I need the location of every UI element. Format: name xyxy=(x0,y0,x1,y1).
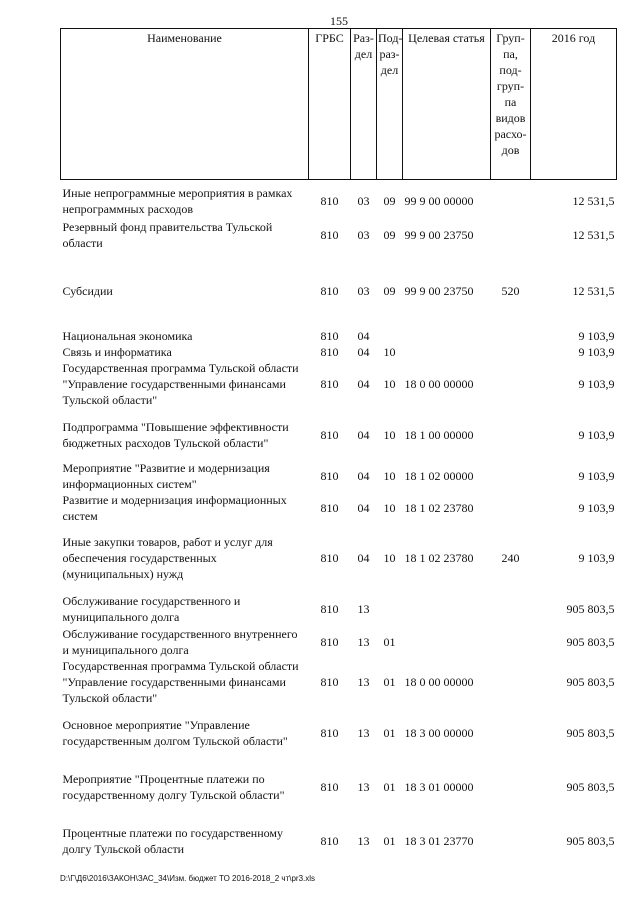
row-spacer xyxy=(61,252,617,274)
cell-name: Резервный фонд правительства Тульской области xyxy=(62,220,273,250)
cell-vr xyxy=(491,460,531,492)
cell-name: Мероприятие "Процентные платежи по государственному долгу Тульской области" xyxy=(62,772,285,802)
cell-sum: 905 803,5 xyxy=(566,726,615,740)
row-spacer-cell xyxy=(61,308,617,328)
cell-name: Основное мероприятие "Управление государственным долгом Тульской области" xyxy=(62,718,288,748)
cell-sum: 9 103,9 xyxy=(578,428,615,442)
row-spacer xyxy=(61,804,617,824)
cell-razdel: 03 xyxy=(357,194,370,208)
cell-tsel: 18 1 00 00000 xyxy=(404,428,474,442)
table-row xyxy=(61,460,617,492)
cell-sum: 9 103,9 xyxy=(578,469,615,483)
cell-grbs: 810 xyxy=(320,780,339,794)
cell-tsel: 18 3 01 00000 xyxy=(404,780,474,794)
row-spacer xyxy=(61,452,617,460)
cell-sum: 9 103,9 xyxy=(578,551,615,565)
cell-podrazdel: 01 xyxy=(383,635,396,649)
cell-sum: 905 803,5 xyxy=(566,780,615,794)
cell-tsel xyxy=(403,344,491,360)
cell-razdel: 13 xyxy=(357,675,370,689)
cell-razdel: 04 xyxy=(357,551,370,565)
row-spacer xyxy=(61,582,617,592)
cell-vr xyxy=(491,344,531,360)
cell-podrazdel: 10 xyxy=(383,551,396,565)
cell-tsel xyxy=(403,328,491,344)
cell-grbs: 810 xyxy=(320,377,339,391)
cell-sum: 905 803,5 xyxy=(566,602,615,616)
cell-sum: 12 531,5 xyxy=(572,284,615,298)
cell-sum: 9 103,9 xyxy=(578,345,615,359)
cell-tsel: 99 9 00 23750 xyxy=(404,284,474,298)
cell-name: Государственная программа Тульской области "Управление государственными финансами Тульской области" xyxy=(62,659,299,705)
cell-vr xyxy=(491,770,531,804)
cell-name: Иные закупки товаров, работ и услуг для обеспечения государственных (муниципальных) нужд xyxy=(62,535,273,581)
cell-podrazdel: 10 xyxy=(383,469,396,483)
cell-tsel xyxy=(403,592,491,626)
cell-grbs: 810 xyxy=(320,726,339,740)
cell-tsel: 18 1 02 23780 xyxy=(404,551,474,565)
cell-sum: 12 531,5 xyxy=(572,194,615,208)
header-razdel: Раз- дел xyxy=(351,29,377,180)
cell-podrazdel: 01 xyxy=(383,675,396,689)
header-podrazdel: Под- раз- дел xyxy=(377,29,403,180)
cell-vr: 520 xyxy=(501,284,520,298)
cell-sum: 905 803,5 xyxy=(566,834,615,848)
cell-podrazdel: 10 xyxy=(383,377,396,391)
cell-vr xyxy=(491,360,531,408)
cell-name: Связь и информатика xyxy=(62,345,172,359)
row-spacer-cell xyxy=(61,706,617,716)
cell-name: Иные непрограммные мероприятия в рамках непрограммных расходов xyxy=(62,186,293,216)
cell-podrazdel xyxy=(377,592,403,626)
cell-razdel: 03 xyxy=(357,284,370,298)
cell-grbs: 810 xyxy=(320,675,339,689)
cell-name: Обслуживание государственного и муниципального долга xyxy=(62,594,241,624)
table-row xyxy=(61,418,617,452)
cell-sum: 9 103,9 xyxy=(578,377,615,391)
footer-file-path: D:\Г\Д6\2016\ЗАКОН\ЗАС_34\Изм. бюджет ТО 2016-2018_2 чт\pr3.xls xyxy=(60,874,316,883)
row-spacer-cell xyxy=(61,252,617,274)
cell-tsel: 18 1 02 00000 xyxy=(404,469,474,483)
cell-razdel: 03 xyxy=(357,228,370,242)
table-row xyxy=(61,626,617,658)
cell-grbs: 810 xyxy=(320,501,339,515)
row-spacer-cell xyxy=(61,524,617,534)
table-row xyxy=(61,824,617,858)
cell-tsel xyxy=(403,626,491,658)
cell-razdel: 04 xyxy=(357,377,370,391)
cell-vr xyxy=(491,592,531,626)
row-spacer xyxy=(61,750,617,770)
cell-razdel: 13 xyxy=(357,602,370,616)
cell-sum: 9 103,9 xyxy=(578,329,615,343)
cell-name: Обслуживание государственного внутреннего и муниципального долга xyxy=(62,627,298,657)
row-spacer xyxy=(61,524,617,534)
table-row xyxy=(61,218,617,252)
cell-grbs: 810 xyxy=(320,469,339,483)
header-sum: 2016 год xyxy=(531,29,617,180)
cell-podrazdel: 09 xyxy=(383,194,396,208)
cell-razdel: 04 xyxy=(357,428,370,442)
header-vr: Груп- па, под- груп- па видов расхо- дов xyxy=(491,29,531,180)
row-spacer-cell xyxy=(61,582,617,592)
cell-name: Государственная программа Тульской области "Управление государственными финансами Тульской области" xyxy=(62,361,299,407)
page-number: 155 xyxy=(330,14,348,28)
table-row xyxy=(61,716,617,750)
cell-grbs: 810 xyxy=(320,284,339,298)
cell-razdel: 13 xyxy=(357,635,370,649)
header-grbs: ГРБС xyxy=(309,29,351,180)
cell-sum: 905 803,5 xyxy=(566,635,615,649)
table-row xyxy=(61,274,617,308)
cell-podrazdel: 09 xyxy=(383,228,396,242)
cell-vr xyxy=(491,418,531,452)
table-row xyxy=(61,184,617,218)
cell-sum: 905 803,5 xyxy=(566,675,615,689)
cell-grbs: 810 xyxy=(320,194,339,208)
cell-grbs: 810 xyxy=(320,345,339,359)
cell-razdel: 04 xyxy=(357,329,370,343)
cell-razdel: 04 xyxy=(357,345,370,359)
cell-razdel: 13 xyxy=(357,780,370,794)
cell-name: Национальная экономика xyxy=(62,329,193,343)
cell-grbs: 810 xyxy=(320,329,339,343)
cell-podrazdel: 01 xyxy=(383,726,396,740)
table-row xyxy=(61,344,617,360)
cell-vr xyxy=(491,492,531,524)
cell-tsel: 18 1 02 23780 xyxy=(404,501,474,515)
cell-grbs: 810 xyxy=(320,635,339,649)
cell-sum: 12 531,5 xyxy=(572,228,615,242)
cell-tsel: 99 9 00 23750 xyxy=(404,228,474,242)
table-row xyxy=(61,534,617,582)
cell-podrazdel: 01 xyxy=(383,780,396,794)
row-spacer-cell xyxy=(61,408,617,418)
cell-name: Мероприятие "Развитие и модернизация информационных систем" xyxy=(62,461,270,491)
row-spacer-cell xyxy=(61,804,617,824)
cell-vr xyxy=(491,716,531,750)
row-spacer xyxy=(61,308,617,328)
cell-vr xyxy=(491,218,531,252)
cell-tsel: 99 9 00 00000 xyxy=(404,194,474,208)
cell-grbs: 810 xyxy=(320,834,339,848)
cell-name: Подпрограмма "Повышение эффективности бюджетных расходов Тульской области" xyxy=(62,420,289,450)
table-row xyxy=(61,658,617,706)
cell-vr xyxy=(491,328,531,344)
table-row xyxy=(61,770,617,804)
cell-podrazdel: 09 xyxy=(383,284,396,298)
row-spacer-cell xyxy=(61,750,617,770)
cell-grbs: 810 xyxy=(320,428,339,442)
cell-razdel: 04 xyxy=(357,501,370,515)
cell-tsel: 18 0 00 00000 xyxy=(404,675,474,689)
cell-podrazdel: 01 xyxy=(383,834,396,848)
cell-razdel: 04 xyxy=(357,469,370,483)
cell-podrazdel: 10 xyxy=(383,428,396,442)
row-spacer-cell xyxy=(61,452,617,460)
cell-tsel: 18 3 01 23770 xyxy=(404,834,474,848)
cell-name: Развитие и модернизация информационных систем xyxy=(62,493,287,523)
cell-grbs: 810 xyxy=(320,551,339,565)
table-row xyxy=(61,328,617,344)
cell-grbs: 810 xyxy=(320,228,339,242)
cell-sum: 9 103,9 xyxy=(578,501,615,515)
cell-vr xyxy=(491,184,531,218)
row-spacer xyxy=(61,706,617,716)
header-name: Наименование xyxy=(61,29,309,180)
cell-tsel: 18 0 00 00000 xyxy=(404,377,474,391)
cell-razdel: 13 xyxy=(357,726,370,740)
cell-name: Процентные платежи по государственному долгу Тульской области xyxy=(62,826,283,856)
cell-podrazdel: 10 xyxy=(383,501,396,515)
row-spacer xyxy=(61,408,617,418)
table-header-row xyxy=(61,29,617,180)
table-row xyxy=(61,592,617,626)
header-tsel: Целевая статья xyxy=(403,29,491,180)
cell-grbs: 810 xyxy=(320,602,339,616)
cell-tsel: 18 3 00 00000 xyxy=(404,726,474,740)
cell-podrazdel xyxy=(377,328,403,344)
table-row xyxy=(61,360,617,408)
cell-name: Субсидии xyxy=(62,284,113,298)
cell-vr xyxy=(491,658,531,706)
budget-table xyxy=(60,28,617,858)
cell-podrazdel: 10 xyxy=(383,345,396,359)
cell-razdel: 13 xyxy=(357,834,370,848)
cell-vr xyxy=(491,626,531,658)
table-row xyxy=(61,492,617,524)
cell-vr xyxy=(491,824,531,858)
cell-vr: 240 xyxy=(501,551,520,565)
